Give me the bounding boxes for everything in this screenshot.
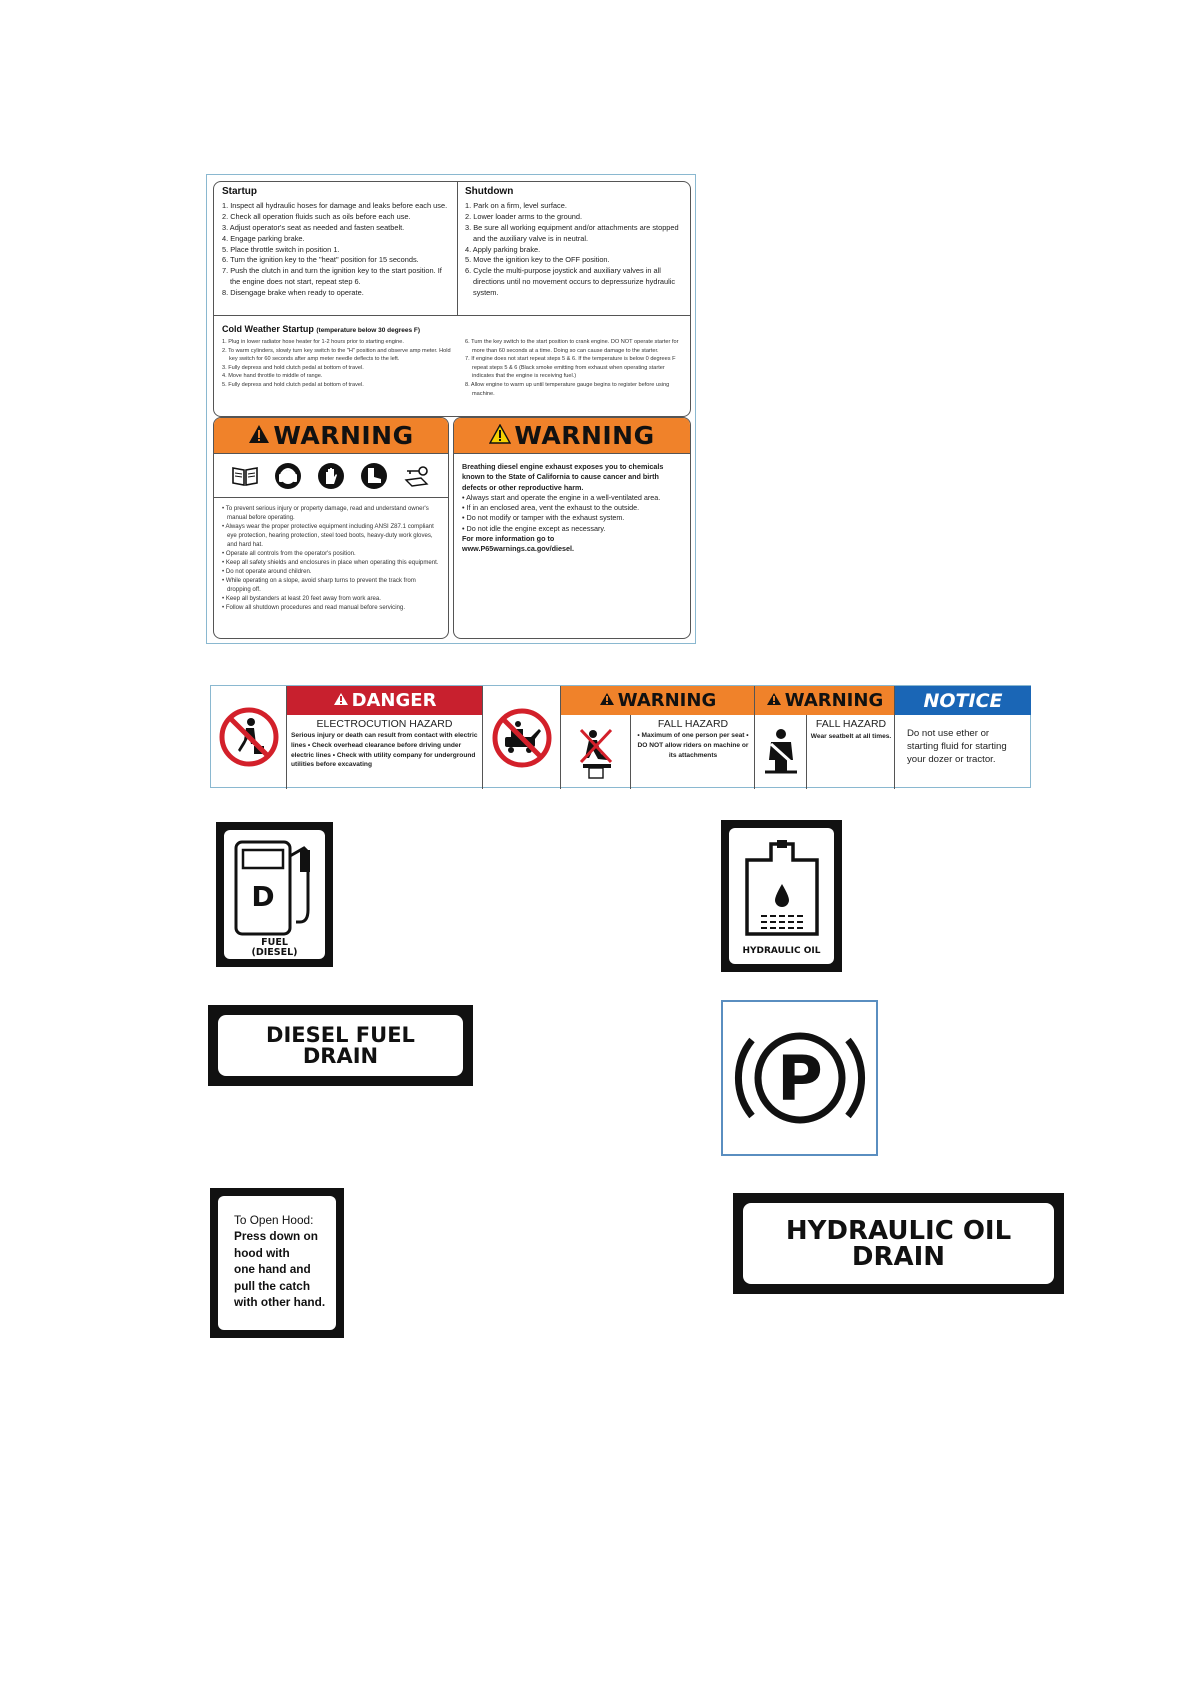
prohibition-riders-icon (489, 705, 555, 771)
shutdown-title: Shutdown (465, 186, 514, 197)
prop65-item: • Do not modify or tamper with the exhaust system. (462, 513, 625, 523)
cold-weather-title (222, 324, 420, 334)
fuel-label-line2: (DIESEL) (251, 947, 298, 958)
hydraulic-oil-drain-panel (743, 1203, 1054, 1284)
fuel-label (224, 938, 325, 958)
seatbelt-icon (755, 715, 807, 789)
fall-hazard-text: • Maximum of one person per seat • DO NOT allow riders on machine or its attachments (637, 732, 749, 759)
seatbelt-warning-cell (755, 686, 895, 789)
shutdown-step: 4. Apply parking brake. (465, 244, 541, 254)
notice-cell (895, 686, 1031, 789)
startup-step: 3. Adjust operator's seat as needed and fasten seatbelt. (222, 222, 405, 232)
no-shock-prohibition-cell (211, 686, 287, 789)
hydraulic-drain-line2: DRAIN (851, 1241, 946, 1272)
warning-item: • Keep all safety shields and enclosures in place when operating this equipment. (222, 559, 439, 566)
seatbelt-text: Wear seatbelt at all times. (810, 733, 892, 740)
fall-hazard-warning-cell (561, 686, 755, 789)
warning-triangle-icon (248, 421, 270, 450)
cold-weather-steps-right (465, 338, 687, 398)
danger-title: ELECTROCUTION HAZARD (316, 718, 453, 730)
warning-heading: WARNING (784, 690, 884, 711)
fall-hazard-body (633, 715, 753, 760)
shutdown-step: 3. Be sure all working equipment and/or attachments are stopped and the auxiliary valve is in neutral. (465, 222, 679, 243)
hydraulic-reservoir-icon (741, 838, 823, 942)
cold-weather-step: 1. Plug in lower radiator hose heater for 1-2 hours prior to starting engine. (222, 339, 404, 345)
hydraulic-oil-decal (721, 820, 842, 972)
startup-step: 6. Turn the ignition key to the "heat" position for 15 seconds. (222, 255, 419, 265)
no-riders-prohibition-cell (483, 686, 561, 789)
cold-weather-subtitle: (temperature below 30 degrees F) (316, 327, 421, 334)
parking-brake-decal (721, 1000, 878, 1156)
cold-weather-step: 6. Turn the key switch to the start position to crank engine. DO NOT operate starter for more than 60 seconds at a time. Doing so can cause damage to the starter. (465, 339, 679, 354)
prop65-item: • If in an enclosed area, vent the exhaust to the outside. (462, 503, 640, 513)
startup-step: 5. Place throttle switch in position 1. (222, 244, 340, 254)
warning-item: • Operate all controls from the operator's position. (222, 550, 356, 557)
shutdown-step: 6. Cycle the multi-purpose joystick and auxiliary valves in all directions until no movement occurs to depressurize hydraulic system. (465, 266, 676, 298)
hearing-protection-icon (274, 462, 302, 490)
fuel-diesel-panel (224, 830, 325, 959)
warning-item: • To prevent serious injury or property damage, read and understand owner's manual before operating. (222, 505, 429, 521)
hydraulic-oil-drain-decal (733, 1193, 1064, 1294)
warning-item: • Keep all bystanders at least 20 feet away from work area. (222, 595, 381, 602)
warning-triangle-icon (766, 690, 782, 711)
fall-hazard-title: FALL HAZARD (657, 718, 729, 730)
prop65-item: • Always start and operate the engine in a well-ventilated area. (462, 492, 661, 502)
warning-heading: WARNING (514, 421, 655, 450)
warning-triangle-icon (489, 421, 511, 450)
notice-heading: NOTICE (923, 689, 1003, 712)
warning-item: • While operating on a slope, avoid sharp turns to prevent the track from dropping off. (222, 577, 416, 593)
danger-heading: DANGER (351, 690, 437, 711)
warning-heading: WARNING (273, 421, 414, 450)
hood-line: one hand and (234, 1262, 311, 1277)
danger-text: Serious injury or death can result from contact with electric lines • Check overhead clearance before driving under electric lines • Check with utility company for underground utilities before excavating (291, 732, 478, 769)
cold-weather-step: 4. Move hand throttle to middle of range. (222, 373, 323, 380)
ppe-icon-row (214, 454, 448, 498)
seatbelt-body (809, 715, 893, 741)
prop65-more-info: For more information go to (462, 534, 555, 544)
gloves-icon (317, 462, 345, 490)
diesel-drain-line2: DRAIN (302, 1043, 379, 1068)
shutdown-step: 1. Park on a firm, level surface. (465, 200, 567, 210)
warning-item: • Always wear the proper protective equipment including ANSI Z87.1 compliant eye protection, hearing protection, steel toed boots, heavy-duty work gloves, and hard hat. (222, 523, 434, 548)
parking-brake-icon (730, 1020, 870, 1136)
startup-section (222, 187, 452, 299)
hazard-strip-decal (210, 685, 1031, 788)
fuel-diesel-decal (216, 822, 333, 967)
notice-header (895, 686, 1031, 715)
operation-instructions-decal (206, 174, 696, 644)
shutdown-step: 5. Move the ignition key to the OFF position. (465, 255, 610, 265)
prop65-intro: Breathing diesel engine exhaust exposes you to chemicals known to the State of California to cause cancer and birth defects or other reproductive harm. (462, 462, 664, 492)
startup-step: 4. Engage parking brake. (222, 233, 305, 243)
warning-triangle-icon (599, 690, 615, 711)
warning-item: • Follow all shutdown procedures and read manual before servicing. (222, 604, 406, 611)
diesel-drain-line1: DIESEL FUEL (266, 1022, 415, 1047)
hood-line: hood with (234, 1245, 290, 1260)
parking-letter: P (776, 1042, 823, 1115)
seatbelt-title: FALL HAZARD (815, 718, 887, 730)
shutdown-section (465, 187, 687, 299)
prop65-warning-box (453, 417, 691, 639)
danger-header (287, 686, 482, 715)
warning-header (214, 418, 448, 454)
warning-item: • Do not operate around children. (222, 568, 312, 575)
prop65-item: • Do not idle the engine except as necessary. (462, 523, 606, 533)
cold-weather-heading: Cold Weather Startup (222, 324, 314, 334)
warning-header (561, 686, 754, 715)
hydraulic-drain-line1: HYDRAULIC OIL (785, 1215, 1012, 1246)
shutdown-step: 2. Lower loader arms to the ground. (465, 211, 583, 221)
hood-line: with other hand. (234, 1295, 326, 1310)
hydraulic-oil-label: HYDRAULIC OIL (742, 946, 821, 956)
cold-weather-step: 5. Fully depress and hold clutch pedal at bottom of travel. (222, 381, 364, 388)
prop65-url: www.P65warnings.ca.gov/diesel. (462, 544, 574, 554)
cold-weather-step: 2. To warm cylinders, slowly turn key switch to the "H" position and observe amp meter. Hold key switch for 60 seconds after amp meter needle deflects to the left. (222, 347, 451, 363)
hood-line: pull the catch (234, 1278, 311, 1293)
column-divider (457, 182, 458, 315)
danger-body (287, 719, 482, 770)
cold-weather-steps-left (222, 338, 452, 390)
warning-header (454, 418, 690, 454)
ppe-warning-list (214, 498, 448, 618)
cold-weather-step: 7. If engine does not start repeat steps 5 & 6. If the temperature is below 0 degrees F repeat steps 5 & 6 (Black smoke emitting from exhaust when operating starter indicates that the engine is receiving fuel.) (465, 356, 676, 380)
notice-text: Do not use ether or starting fluid for starting your dozer or tractor. (907, 728, 1007, 765)
boot-icon (360, 462, 388, 490)
warning-header (755, 686, 894, 715)
fuel-label-line1: FUEL (261, 937, 288, 948)
danger-triangle-icon (333, 690, 349, 711)
ppe-warning-box (213, 417, 449, 639)
startup-step: 8. Disengage brake when ready to operate. (222, 288, 364, 298)
fuel-letter: D (251, 880, 275, 913)
diesel-fuel-drain-panel (218, 1015, 463, 1076)
section-divider (214, 315, 690, 316)
manual-icon (231, 462, 259, 490)
prohibition-electrocution-icon (217, 705, 281, 769)
fall-hazard-icon (561, 715, 631, 789)
hood-line: Press down on (234, 1229, 318, 1244)
startup-step: 7. Push the clutch in and turn the ignition key to the start position. If the engine does not start, repeat step 6. (222, 266, 442, 287)
danger-electrocution-cell (287, 686, 483, 789)
prop65-text (454, 454, 690, 563)
startup-step: 1. Inspect all hydraulic hoses for damage and leaks before each use. (222, 200, 448, 210)
key-icon (403, 462, 431, 490)
cold-weather-step: 3. Fully depress and hold clutch pedal at bottom of travel. (222, 364, 364, 371)
open-hood-panel (218, 1196, 336, 1330)
startup-step: 2. Check all operation fluids such as oils before each use. (222, 211, 411, 221)
hood-title: To Open Hood: (234, 1213, 314, 1227)
diesel-fuel-drain-decal (208, 1005, 473, 1086)
warning-heading: WARNING (617, 690, 717, 711)
operation-procedures-box (213, 181, 691, 417)
open-hood-decal (210, 1188, 344, 1338)
startup-title: Startup (222, 186, 257, 197)
cold-weather-step: 8. Allow engine to warm up until temperature gauge begins to register before using machine. (465, 381, 670, 397)
hydraulic-oil-panel (729, 828, 834, 964)
